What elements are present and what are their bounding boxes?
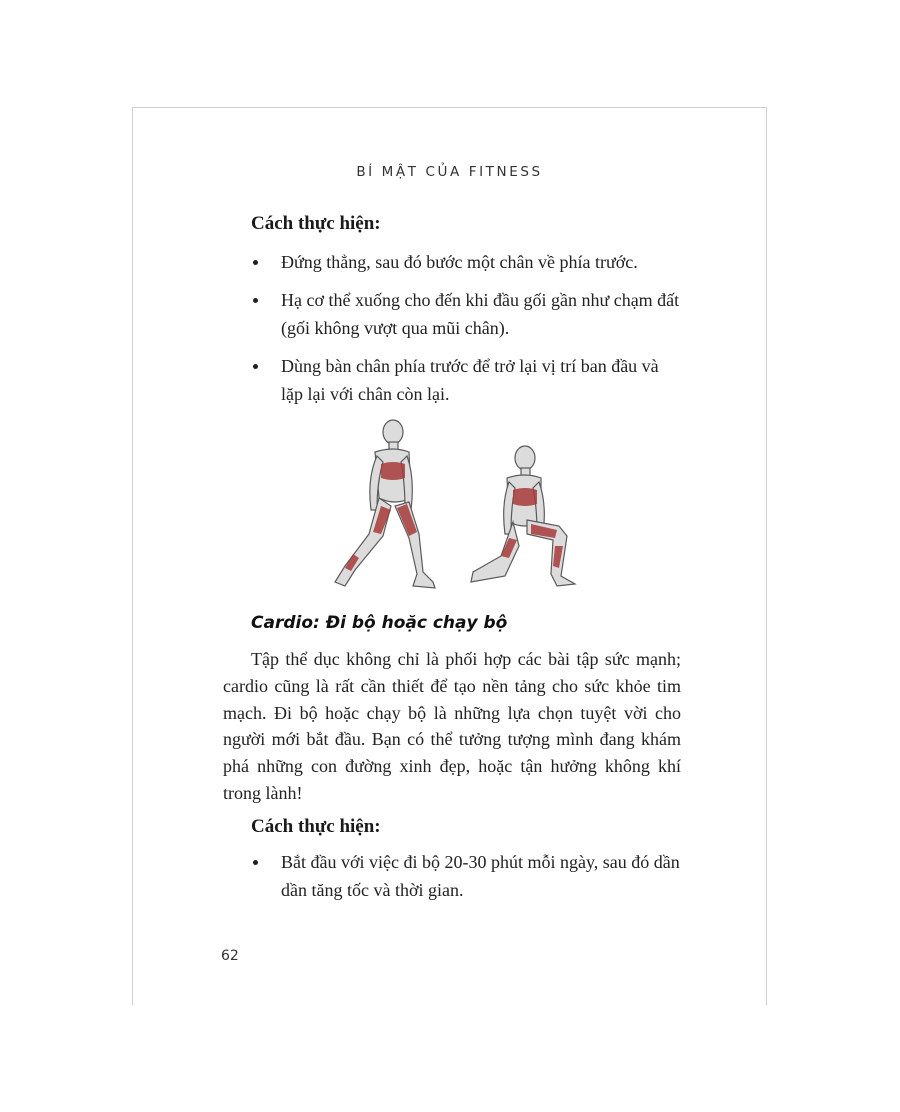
list-item: [251, 848, 681, 904]
bullet-icon: [253, 298, 258, 303]
list-item-text: Đứng thẳng, sau đó bước một chân về phía trước.: [281, 252, 638, 272]
instructions-list: [251, 248, 681, 418]
list-item-text: Bắt đầu với việc đi bộ 20-30 phút mỗi ngày, sau đó dần dần tăng tốc và thời gian.: [281, 852, 680, 900]
list-item: [251, 352, 681, 408]
cardio-paragraph: Tập thể dục không chỉ là phối hợp các bài tập sức mạnh; cardio cũng là rất cần thiết để tạo nền tảng cho sức khỏe tim mạch. Đi bộ hoặc chạy bộ là những lựa chọn tuyệt vời cho người mới bắt đầu. Bạn có thể tưởng tượng mình đang khám phá những con đường xinh đẹp, hoặc tận hưởng không khí trong lành!: [223, 649, 681, 803]
bullet-icon: [253, 260, 258, 265]
list-item: [251, 248, 681, 276]
bullet-icon: [253, 364, 258, 369]
lunge-illustration: [305, 406, 601, 598]
page-number: 62: [221, 948, 239, 964]
cardio-heading: Cardio: Đi bộ hoặc chạy bộ: [251, 613, 508, 633]
instructions-list-2: [251, 848, 681, 914]
running-head: BÍ MẬT CỦA FITNESS: [356, 164, 543, 180]
lunge-figures-image: [305, 406, 601, 598]
book-page: [132, 107, 767, 1005]
list-item-text: Dùng bàn chân phía trước để trở lại vị trí ban đầu và lặp lại với chân còn lại.: [281, 356, 659, 404]
list-item-text: Hạ cơ thể xuống cho đến khi đầu gối gần như chạm đất (gối không vượt qua mũi chân).: [281, 290, 680, 338]
instructions-heading: Cách thực hiện:: [251, 213, 381, 234]
bullet-icon: [253, 860, 258, 865]
list-item: [251, 286, 681, 342]
instructions-heading-2: Cách thực hiện:: [251, 816, 381, 837]
